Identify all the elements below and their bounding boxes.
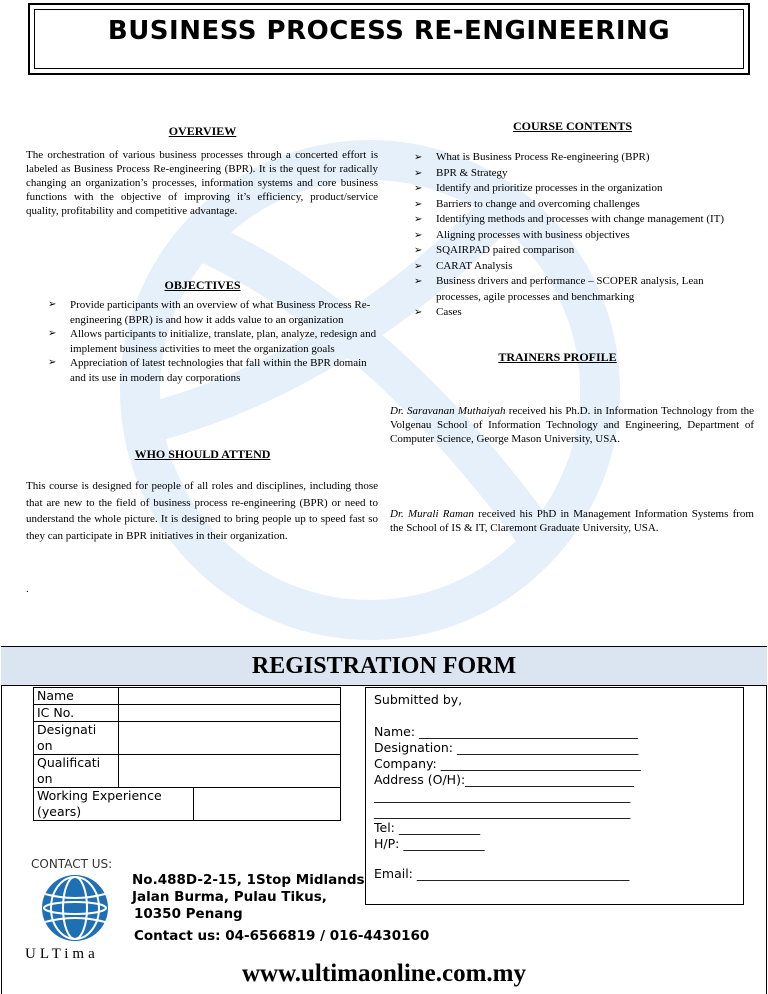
field-label-name: Name [34, 688, 119, 705]
submitted-email-field[interactable]: Email: __________________________________ [374, 866, 630, 881]
list-item: ➢ Allows participants to initialize, translate, plan, analyze, redesign and implement business activities to meet the organization goals [48, 328, 377, 355]
list-item: ➢ Barriers to change and overcoming challenges [414, 197, 748, 213]
field-label-designation: Designati on [34, 722, 119, 755]
arrow-bullet-icon: ➢ [414, 198, 423, 210]
table-row [34, 705, 341, 722]
registration-table [33, 687, 341, 821]
submitted-address-line-3[interactable]: _________________________________________ [374, 804, 631, 819]
field-label-experience: Working Experience (years) [34, 788, 194, 821]
arrow-bullet-icon: ➢ [414, 307, 423, 318]
logo-text: ULTima [25, 946, 99, 962]
list-item: ➢ Business drivers and performance – SCOPER analysis, Lean processes, agile processes and benchmarking [414, 275, 704, 303]
address-line-1: No.488D-2-15, 1Stop Midlands [132, 872, 365, 888]
table-row [34, 755, 341, 788]
trainer-name: Dr. Saravanan Muthaiyah [390, 405, 506, 417]
submitted-company-field[interactable]: Company: ________________________________ [374, 756, 641, 771]
submitted-designation-field[interactable]: Designation: _____________________________ [374, 740, 639, 755]
arrow-bullet-icon: ➢ [414, 183, 423, 194]
arrow-bullet-icon: ➢ [414, 276, 423, 287]
title-box [28, 3, 750, 75]
trainer-profile-2 [390, 507, 754, 535]
table-row [34, 788, 341, 821]
designation-input[interactable] [119, 722, 341, 755]
overview-text: The orchestration of various business processes through a concerted effort is labeled as Business Process Re-engineering (BPR). It is the quest for radically changing an organization’s processes, information systems and core business functions with the objective of improving it’s efficiency, product/service quality, profitability and competitive advantage. [26, 149, 378, 217]
objectives-heading: OBJECTIVES [164, 278, 241, 292]
website-link[interactable]: www.ultimaonline.com.my [241, 960, 527, 987]
ultima-logo-icon [33, 874, 117, 946]
list-item: ➢ SQAIRPAD paired comparison [414, 243, 748, 259]
field-label-ic: IC No. [34, 705, 119, 722]
list-item: ➢ BPR & Strategy [414, 166, 748, 182]
address-line-3: 10350 Penang [134, 906, 243, 922]
trailing-dot: . [26, 583, 29, 595]
list-item: ➢ Appreciation of latest technologies that fall within the BPR domain and its use in modern day corporations [48, 357, 367, 384]
trainer-profile-1 [390, 404, 754, 446]
submitted-hp-field[interactable]: H/P: _____________ [374, 836, 485, 851]
name-input[interactable] [119, 688, 341, 705]
page-title: BUSINESS PROCESS RE-ENGINEERING [34, 9, 744, 69]
arrow-bullet-icon: ➢ [414, 152, 423, 163]
list-item: ➢ Cases [414, 305, 748, 321]
arrow-bullet-icon: ➢ [48, 357, 57, 368]
submitted-address-line-2[interactable]: _________________________________________ [374, 788, 631, 803]
arrow-bullet-icon: ➢ [414, 229, 423, 241]
table-row [34, 688, 341, 705]
arrow-bullet-icon: ➢ [48, 299, 57, 310]
registration-band [1, 646, 767, 686]
address-line-2: Jalan Burma, Pulau Tikus, [132, 889, 327, 905]
contact-phone: Contact us: 04-6566819 / 016-4430160 [134, 928, 430, 944]
list-item: ➢ What is Business Process Re-engineering (BPR) [414, 150, 748, 166]
arrow-bullet-icon: ➢ [414, 260, 423, 272]
registration-heading: REGISTRATION FORM [251, 653, 517, 679]
objectives-list [48, 298, 382, 385]
list-item: ➢ Identify and prioritize processes in the organization [414, 181, 748, 197]
table-row [34, 722, 341, 755]
overview-heading: OVERVIEW [168, 124, 237, 138]
trainer-name: Dr. Murali Raman [390, 508, 474, 520]
list-item: ➢ Aligning processes with business objectives [414, 228, 748, 244]
trainer-bio: received his Ph.D. in Information Technology from the Volgenau School of Information Technology and Engineering, Department of Computer Science, George Mason University, USA. [390, 405, 755, 445]
contact-address [132, 872, 365, 923]
submitted-address-field[interactable]: Address (O/H):___________________________ [374, 772, 634, 787]
field-label-qualification: Qualificati on [34, 755, 119, 788]
arrow-bullet-icon: ➢ [414, 167, 423, 179]
course-contents-list [414, 150, 748, 321]
experience-input[interactable] [194, 788, 341, 821]
submitted-by-box [365, 687, 744, 905]
list-item: ➢ Identifying methods and processes with change management (IT) [414, 212, 748, 228]
submitted-tel-field[interactable]: Tel: _____________ [374, 820, 481, 835]
arrow-bullet-icon: ➢ [414, 245, 423, 256]
who-should-attend-heading: WHO SHOULD ATTEND [134, 447, 271, 461]
list-item: ➢ Provide participants with an overview of what Business Process Re-engineering (BPR) is and how it adds value to an organization [48, 299, 371, 326]
list-item: ➢ CARAT Analysis [414, 259, 748, 275]
submitted-by-title: Submitted by, [374, 692, 463, 707]
arrow-bullet-icon: ➢ [48, 328, 57, 339]
trainers-heading: TRAINERS PROFILE [498, 350, 617, 364]
course-contents-heading: COURSE CONTENTS [512, 119, 633, 133]
arrow-bullet-icon: ➢ [414, 214, 423, 225]
submitted-name-field[interactable]: Name: ___________________________________ [374, 724, 638, 739]
who-should-attend-text: This course is designed for people of all roles and disciplines, including those that are new to the field of business process re-engineering (BPR) or need to understand the whole picture. It is designed to bring people up to speed fast so they can participate in BPR initiatives in their organization. [26, 480, 378, 542]
contact-label: CONTACT US: [31, 857, 113, 871]
qualification-input[interactable] [119, 755, 341, 788]
ic-input[interactable] [119, 705, 341, 722]
trainer-bio: received his PhD in Management Information Systems from the School of IS & IT, Claremont Graduate University, USA. [390, 508, 754, 534]
